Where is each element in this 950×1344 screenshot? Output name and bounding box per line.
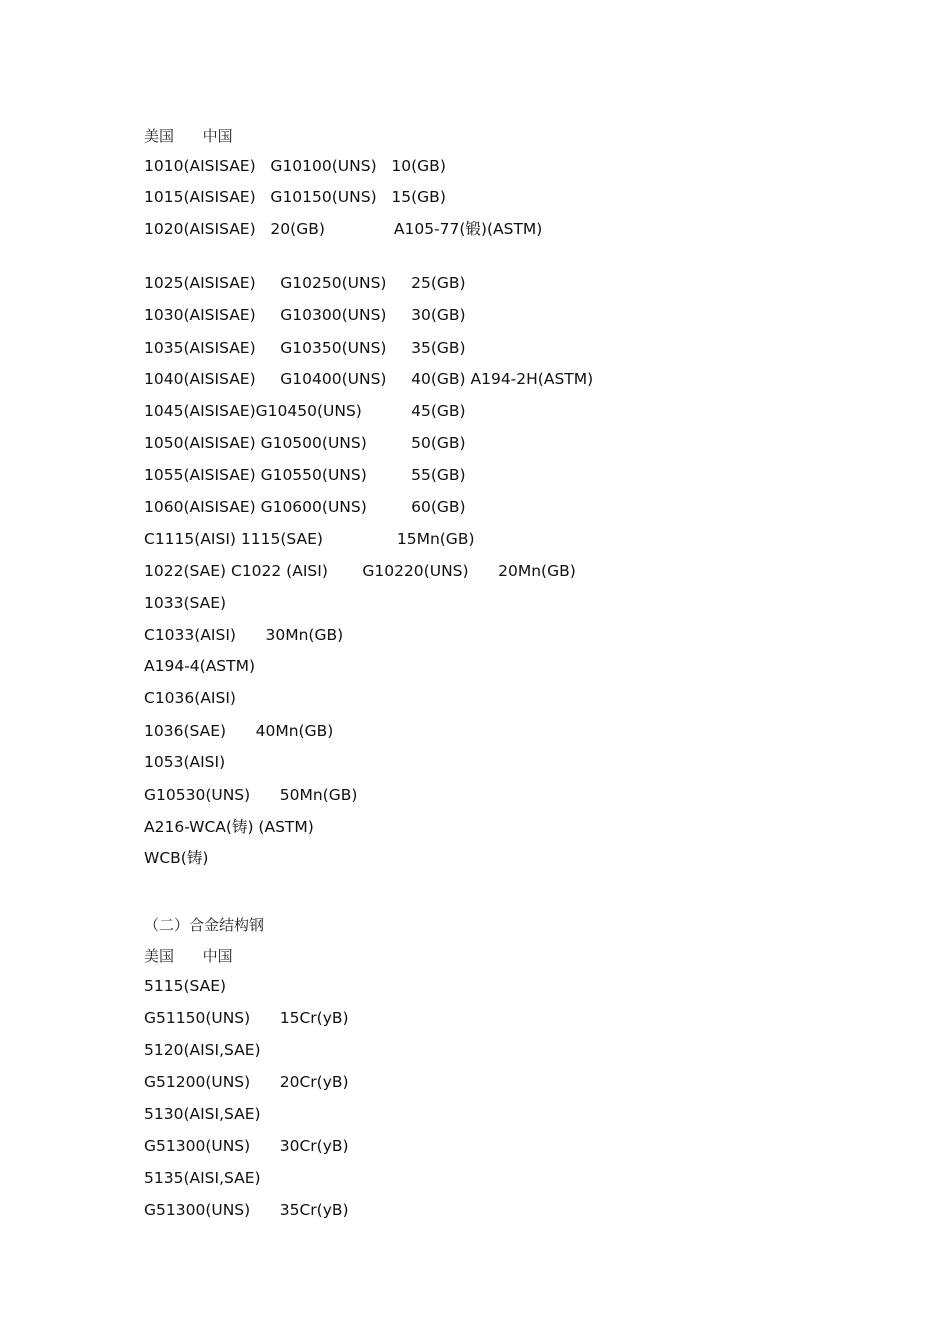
steel-grade-line: G10530(UNS) 50Mn(GB) (144, 786, 358, 804)
steel-grade-line: 1045(AISISAE)G10450(UNS) 45(GB) (144, 402, 466, 420)
steel-grade-line: C1033(AISI) 30Mn(GB) (144, 626, 344, 644)
steel-grade-line: 1015(AISISAE) G10150(UNS) 15(GB) (144, 188, 446, 206)
steel-grade-line: 1060(AISISAE) G10600(UNS) 60(GB) (144, 498, 466, 516)
steel-grade-line: 5115(SAE) (144, 977, 227, 995)
steel-grade-line: 1033(SAE) (144, 594, 227, 612)
column-header: 美国 中国 (144, 947, 233, 965)
steel-grade-line: 1022(SAE) C1022 (AISI) G10220(UNS) 20Mn(GB) (144, 562, 576, 580)
steel-grade-line: C1115(AISI) 1115(SAE) 15Mn(GB) (144, 530, 475, 548)
steel-grade-line: 1030(AISISAE) G10300(UNS) 30(GB) (144, 306, 466, 324)
steel-grade-line: G51300(UNS) 35Cr(yB) (144, 1201, 349, 1219)
steel-grade-line: WCB(铸) (144, 849, 209, 867)
steel-grade-line: 5120(AISI,SAE) (144, 1041, 261, 1059)
steel-grade-line: 5130(AISI,SAE) (144, 1105, 261, 1123)
steel-grade-line: C1036(AISI) (144, 689, 236, 707)
steel-grade-line: 1010(AISISAE) G10100(UNS) 10(GB) (144, 157, 446, 175)
steel-grade-line: G51200(UNS) 20Cr(yB) (144, 1073, 349, 1091)
section-title: （二）合金结构钢 (144, 916, 265, 934)
steel-grade-line: 1025(AISISAE) G10250(UNS) 25(GB) (144, 274, 466, 292)
steel-grade-line: A216-WCA(铸) (ASTM) (144, 818, 314, 836)
column-header: 美国 中国 (144, 127, 233, 145)
steel-grade-line: A194-4(ASTM) (144, 657, 256, 675)
steel-grade-line: 1050(AISISAE) G10500(UNS) 50(GB) (144, 434, 466, 452)
steel-grade-line: 1055(AISISAE) G10550(UNS) 55(GB) (144, 466, 466, 484)
steel-grade-line: 1020(AISISAE) 20(GB) A105-77(锻)(ASTM) (144, 220, 543, 238)
steel-grade-line: G51150(UNS) 15Cr(yB) (144, 1009, 349, 1027)
steel-grade-line: 1036(SAE) 40Mn(GB) (144, 722, 334, 740)
steel-grade-line: 1035(AISISAE) G10350(UNS) 35(GB) (144, 339, 466, 357)
steel-grade-line: G51300(UNS) 30Cr(yB) (144, 1137, 349, 1155)
steel-grade-line: 1040(AISISAE) G10400(UNS) 40(GB) A194-2H(ASTM) (144, 370, 594, 388)
steel-grade-line: 1053(AISI) (144, 753, 226, 771)
steel-grade-line: 5135(AISI,SAE) (144, 1169, 261, 1187)
